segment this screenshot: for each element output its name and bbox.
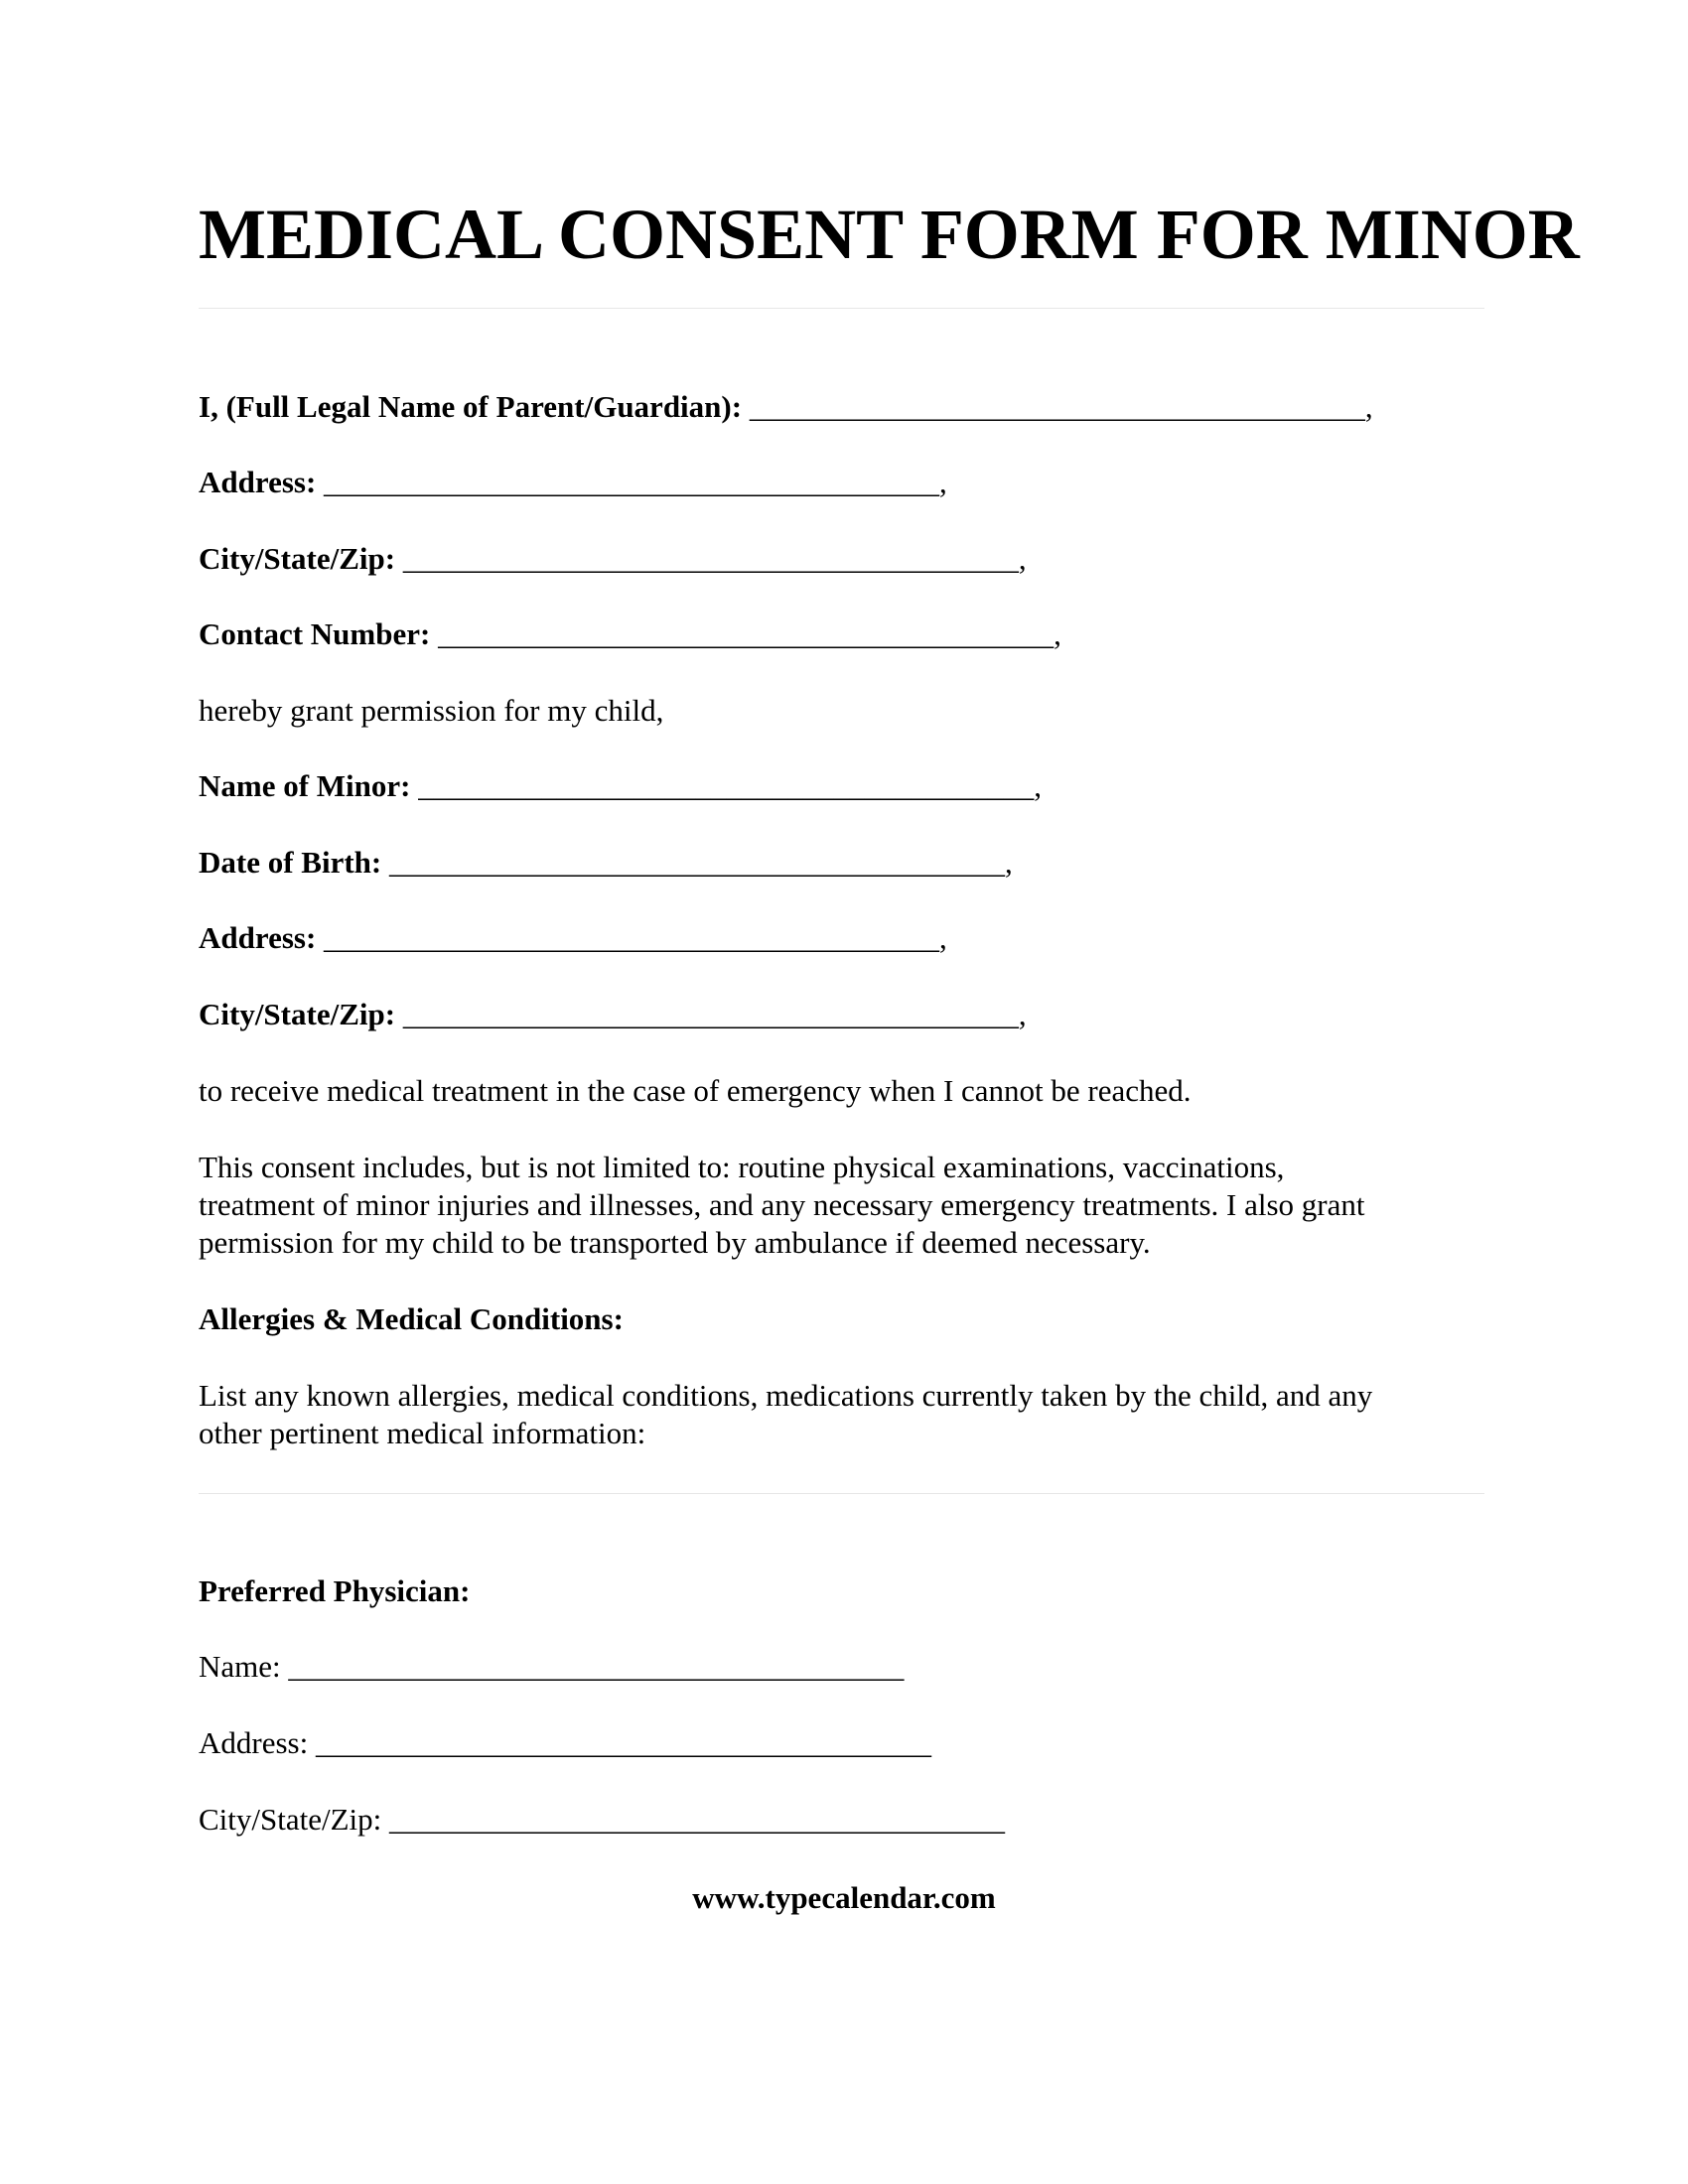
parent-name-line [199, 388, 1373, 426]
footer-website-link[interactable]: www.typecalendar.com [692, 1880, 996, 1915]
parent-address-label: Address: [199, 465, 317, 499]
contact-number-line [199, 615, 1061, 653]
physician-name-field[interactable]: ________________________________________ [288, 1649, 905, 1684]
parent-address-line [199, 464, 947, 501]
minor-city-label: City/State/Zip: [199, 997, 396, 1031]
grant-permission-text: hereby grant permission for my child, [199, 693, 664, 728]
physician-address-field[interactable]: ________________________________________ [315, 1725, 931, 1760]
parent-city-field[interactable]: ________________________________________, [402, 541, 1027, 576]
contact-number-field[interactable]: ________________________________________, [438, 616, 1061, 651]
parent-name-label: I, (Full Legal Name of Parent/Guardian): [199, 389, 743, 424]
physician-address-label: Address: [199, 1725, 309, 1760]
allergies-heading: Allergies & Medical Conditions: [199, 1301, 624, 1336]
title-divider [199, 308, 1484, 309]
allergies-instructions: List any known allergies, medical conditions, medications currently taken by the child, and any other pertinent medical information: [199, 1378, 1373, 1450]
minor-dob-label: Date of Birth: [199, 845, 382, 880]
contact-number-label: Contact Number: [199, 616, 431, 651]
form-title: MEDICAL CONSENT FORM FOR MINOR [199, 195, 1580, 274]
minor-city-line [199, 996, 1027, 1033]
consent-paragraph: This consent includes, but is not limited to: routine physical examinations, vaccinations, treatment of minor injuries and illnesses, and any necessary emergency treatments. I also grant permission for my child to be transported by ambulance if deemed necessary. [199, 1150, 1365, 1260]
treatment-text: to receive medical treatment in the case of emergency when I cannot be reached. [199, 1073, 1192, 1108]
parent-address-field[interactable]: ________________________________________, [324, 465, 947, 499]
allergies-divider [199, 1493, 1484, 1494]
minor-name-line [199, 767, 1042, 805]
parent-city-label: City/State/Zip: [199, 541, 396, 576]
physician-name-line [199, 1648, 904, 1686]
minor-address-line [199, 919, 947, 957]
minor-city-field[interactable]: ________________________________________, [402, 997, 1027, 1031]
parent-city-line [199, 540, 1027, 578]
physician-city-field[interactable]: ________________________________________ [389, 1802, 1006, 1837]
physician-city-line [199, 1801, 1005, 1839]
physician-city-label: City/State/Zip: [199, 1802, 382, 1837]
minor-dob-field[interactable]: ________________________________________, [388, 845, 1013, 880]
parent-name-field[interactable]: ________________________________________, [749, 389, 1373, 424]
physician-address-line [199, 1724, 931, 1762]
minor-address-field[interactable]: ________________________________________, [324, 920, 947, 955]
minor-name-field[interactable]: ________________________________________, [418, 768, 1042, 803]
minor-address-label: Address: [199, 920, 317, 955]
physician-heading: Preferred Physician: [199, 1573, 471, 1608]
physician-name-label: Name: [199, 1649, 281, 1684]
minor-name-label: Name of Minor: [199, 768, 411, 803]
minor-dob-line [199, 844, 1013, 882]
